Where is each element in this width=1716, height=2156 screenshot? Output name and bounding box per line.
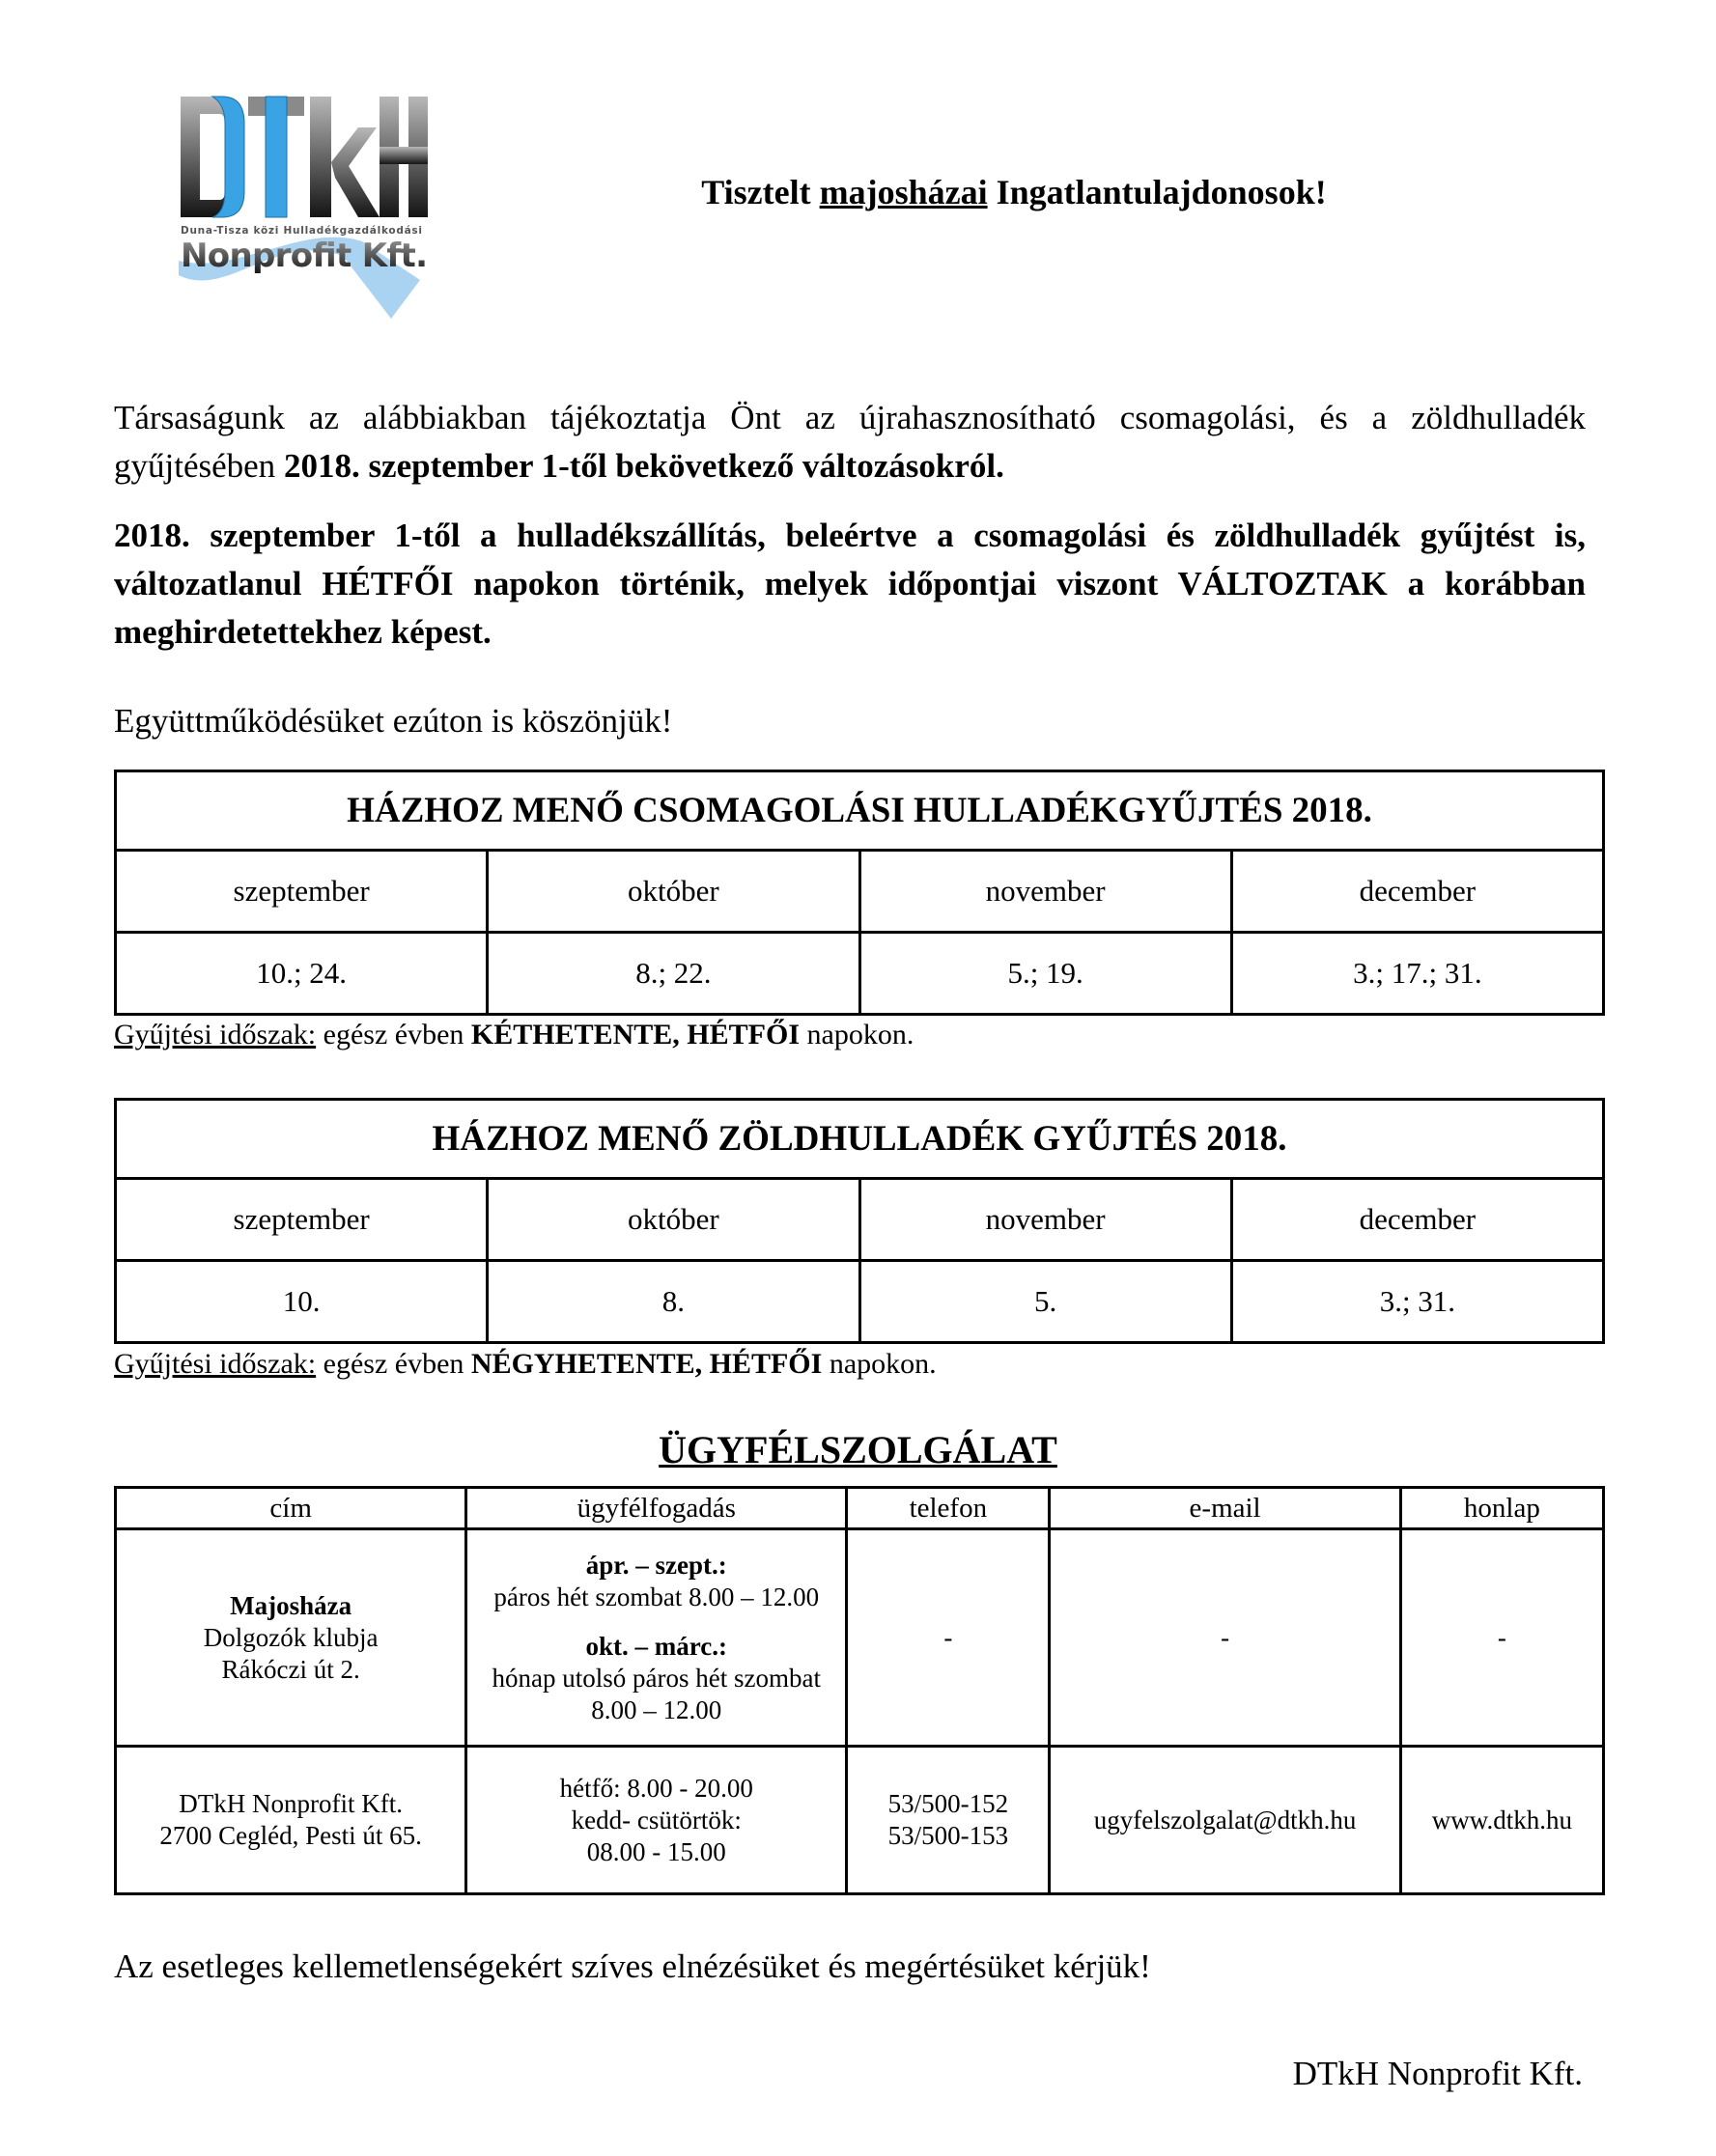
- website-cell: -: [1400, 1529, 1603, 1747]
- month-cell: november: [859, 1179, 1231, 1261]
- date-cell: 5.: [859, 1261, 1231, 1343]
- header-phone: telefon: [847, 1488, 1050, 1529]
- logo-subtext: Nonprofit Kft.: [181, 237, 428, 275]
- date-cell: 3.; 31.: [1231, 1261, 1603, 1343]
- month-cell: december: [1231, 851, 1603, 933]
- date-cell: 5.; 19.: [859, 933, 1231, 1015]
- month-cell: november: [859, 851, 1231, 933]
- website-cell: www.dtkh.hu: [1400, 1747, 1603, 1894]
- month-cell: október: [488, 1179, 859, 1261]
- address-cell: Majosháza Dolgozók klubja Rákóczi út 2.: [116, 1529, 466, 1747]
- month-cell: december: [1231, 1179, 1603, 1261]
- header-email: e-mail: [1050, 1488, 1400, 1529]
- logo-tagline: Duna-Tisza közi Hulladékgazdálkodási: [181, 225, 422, 237]
- packaging-collection-note: Gyűjtési időszak: egész évben KÉTHETENTE, HÉTFŐI napokon.: [114, 1019, 914, 1050]
- green-waste-collection-table: [114, 1098, 1605, 1344]
- greeting-village: majosházai: [819, 173, 988, 211]
- month-cell: szeptember: [116, 1179, 488, 1261]
- address-cell: DTkH Nonprofit Kft. 2700 Cegléd, Pesti út 65.: [116, 1747, 466, 1894]
- header-address: cím: [116, 1488, 466, 1529]
- intro-paragraph: Társaságunk az alábbiakban tájékoztatja Önt az újrahasznosítható csomagolási, és a zöldhulladék gyűjtésében 2018. szeptember 1-től bekövetkező változásokról.: [114, 399, 1586, 485]
- dtkh-logo-icon: [169, 77, 430, 328]
- date-cell: 8.: [488, 1261, 859, 1343]
- email-cell: -: [1050, 1529, 1400, 1747]
- header-website: honlap: [1400, 1488, 1603, 1529]
- greeting-after: Ingatlantulajdonosok!: [996, 173, 1327, 211]
- signature: DTkH Nonprofit Kft.: [1292, 2055, 1583, 2092]
- phone-cell: 53/500-152 53/500-153: [847, 1747, 1050, 1894]
- green-collection-note: Gyűjtési időszak: egész évben NÉGYHETENTE, HÉTFŐI napokon.: [114, 1348, 937, 1380]
- month-cell: október: [488, 851, 859, 933]
- company-logo: [169, 77, 430, 328]
- packaging-table-title: HÁZHOZ MENŐ CSOMAGOLÁSI HULLADÉKGYŰJTÉS 2018.: [116, 771, 1604, 851]
- notice-paragraph: 2018. szeptember 1-től a hulladékszállítás, beleértve a csomagolási és zöldhulladék gyűjtést is, változatlanul HÉTFŐI napokon történik, melyek időpontjai viszont VÁLTOZTAK a korábban meghirdetettekhez képest.: [114, 517, 1586, 651]
- date-cell: 10.; 24.: [116, 933, 488, 1015]
- thanks-text: Együttműködésüket ezúton is köszönjük!: [114, 702, 673, 740]
- month-cell: szeptember: [116, 851, 488, 933]
- header-hours: ügyfélfogadás: [466, 1488, 847, 1529]
- customer-service-title: ÜGYFÉLSZOLGÁLAT: [659, 1428, 1057, 1471]
- email-cell: ugyfelszolgalat@dtkh.hu: [1050, 1747, 1400, 1894]
- intro-bold: 2018. szeptember 1-től bekövetkező változásokról.: [283, 447, 1004, 485]
- table-row: [116, 1747, 1604, 1894]
- greeting-before: Tisztelt: [701, 173, 811, 211]
- green-table-title: HÁZHOZ MENŐ ZÖLDHULLADÉK GYŰJTÉS 2018.: [116, 1100, 1604, 1179]
- customer-service-table: [114, 1486, 1605, 1895]
- date-cell: 8.; 22.: [488, 933, 859, 1015]
- phone-cell: -: [847, 1529, 1050, 1747]
- date-cell: 10.: [116, 1261, 488, 1343]
- hours-cell: hétfő: 8.00 - 20.00 kedd- csütörtök: 08.00 - 15.00: [466, 1747, 847, 1894]
- closing-text: Az esetleges kellemetlenségekért szíves elnézésüket és megértésüket kérjük!: [114, 1947, 1151, 1985]
- packaging-collection-table: [114, 770, 1605, 1016]
- greeting-heading: [579, 172, 1449, 212]
- hours-cell: ápr. – szept.: páros hét szombat 8.00 – 12.00 okt. – márc.: hónap utolsó páros hét szombat 8.00 – 12.00: [466, 1529, 847, 1747]
- table-row: [116, 1529, 1604, 1747]
- date-cell: 3.; 17.; 31.: [1231, 933, 1603, 1015]
